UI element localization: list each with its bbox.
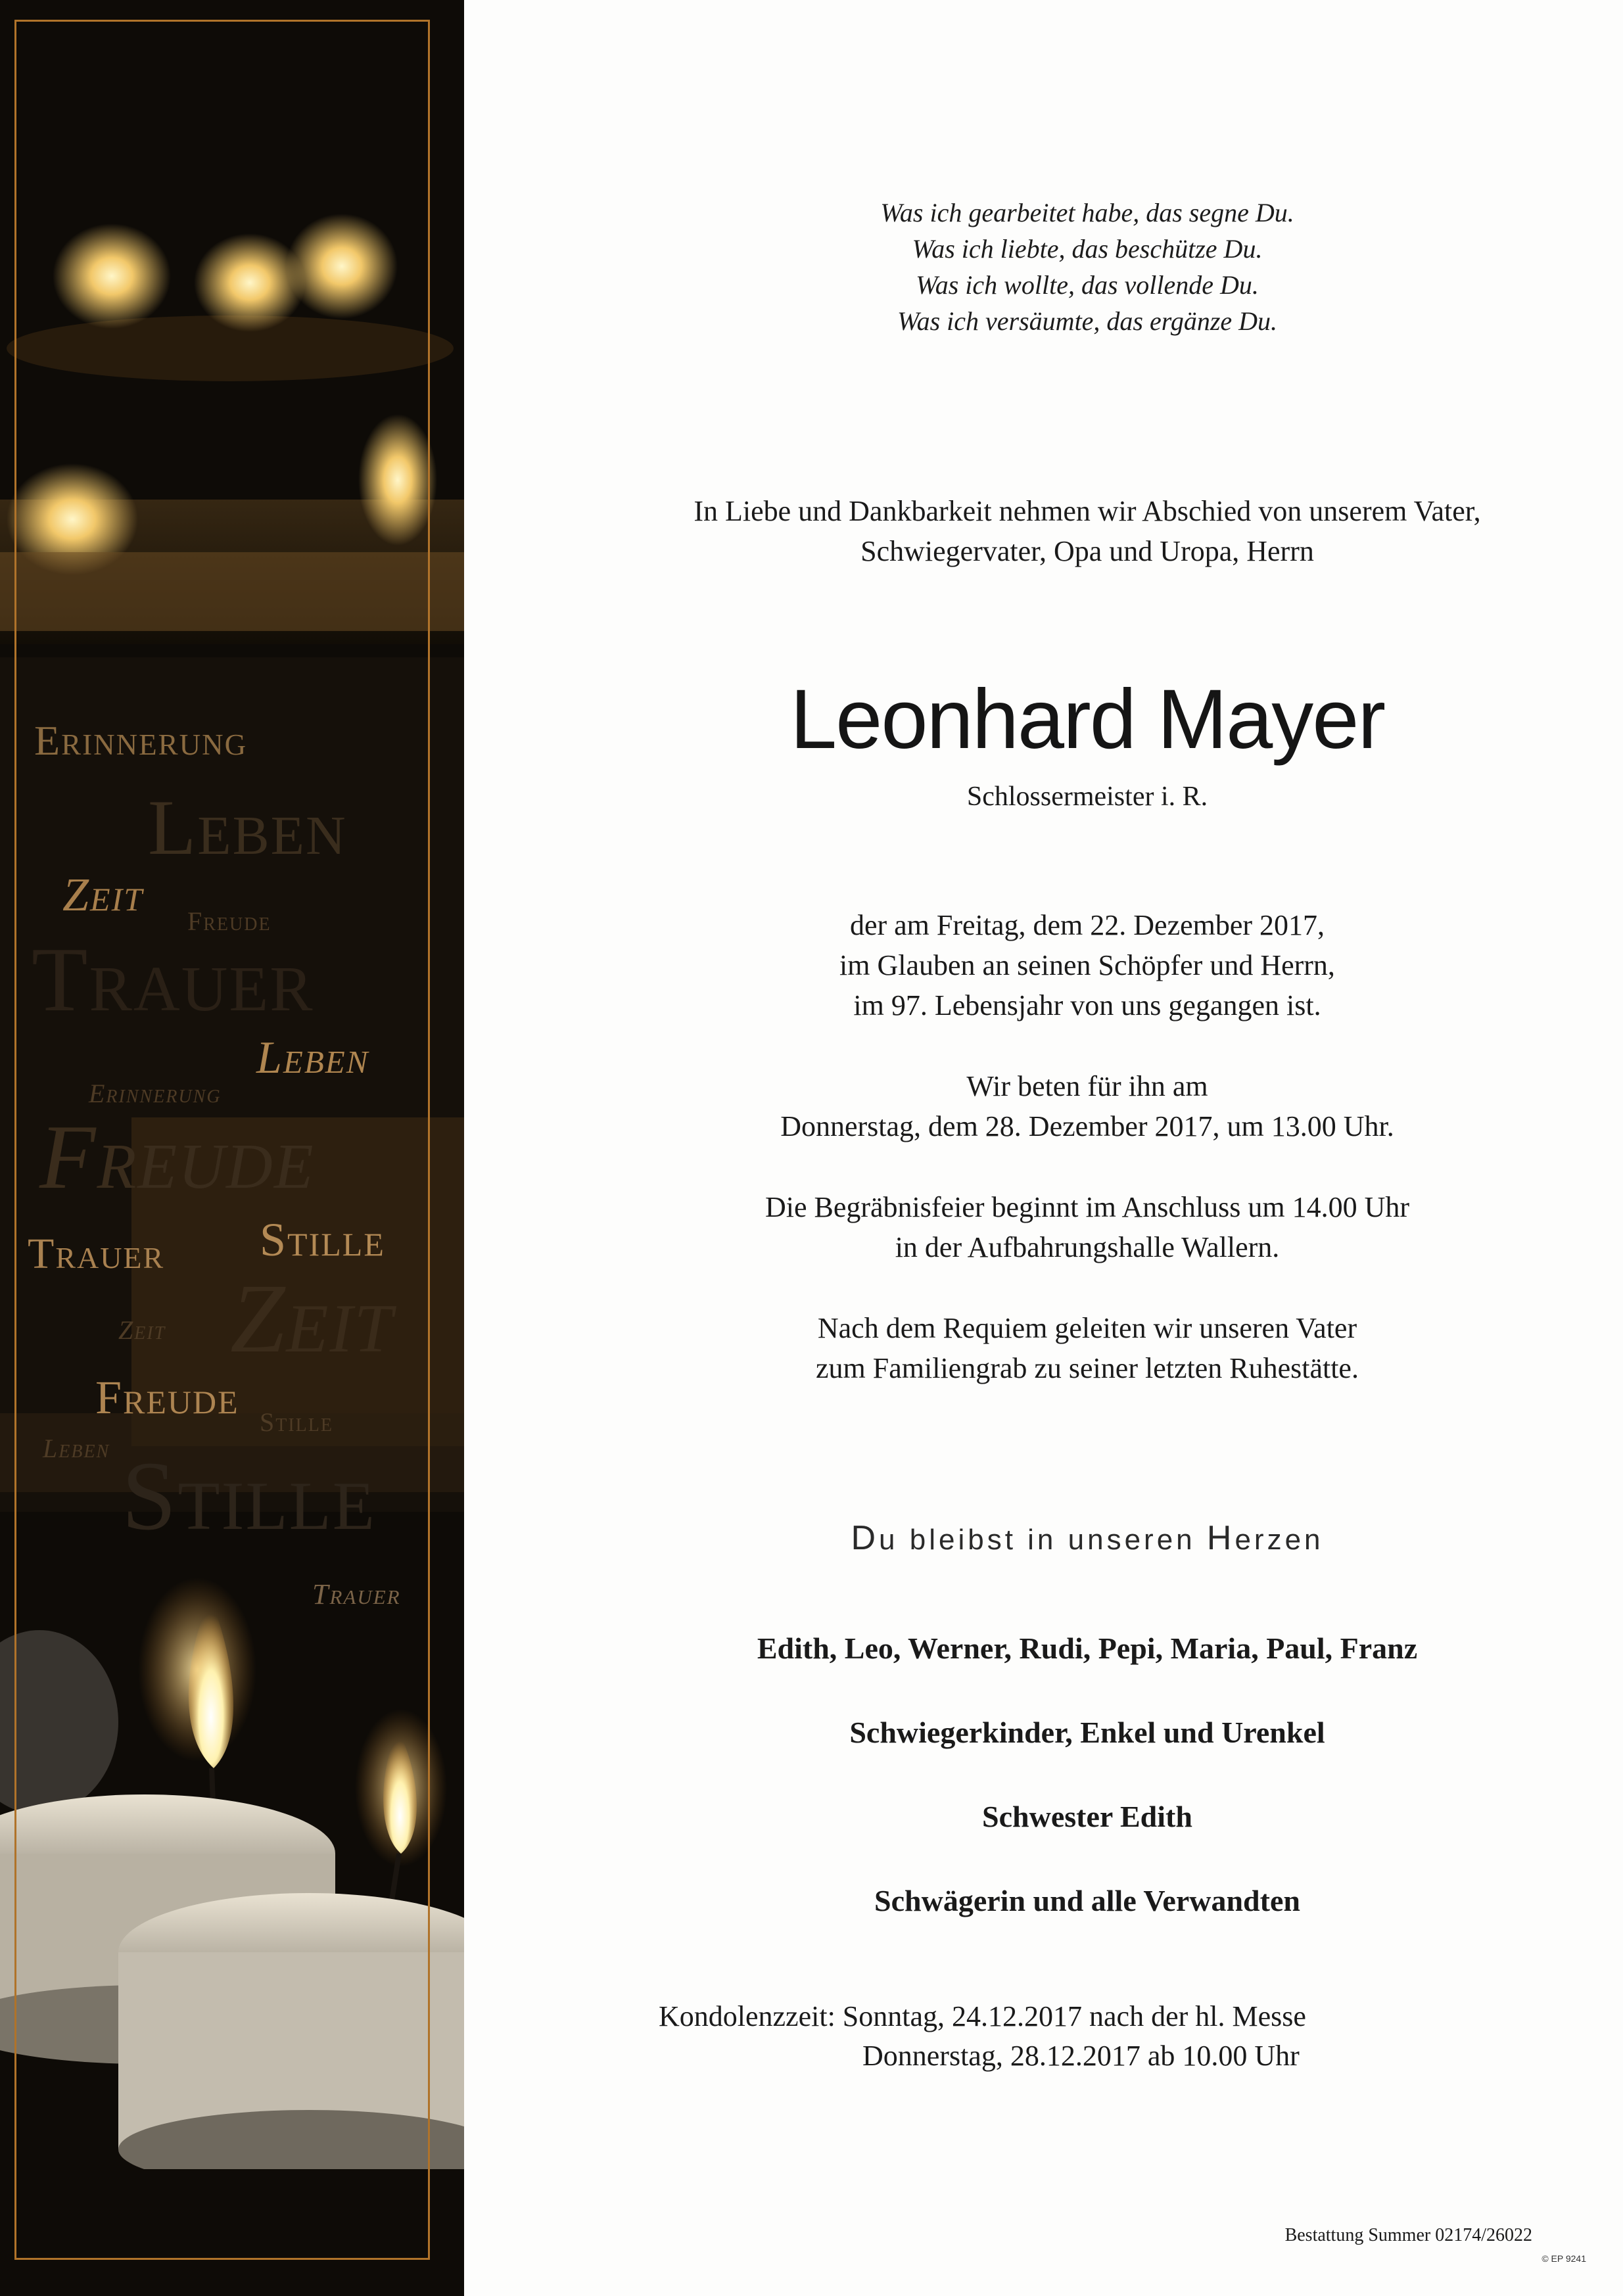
heart-line-word: u xyxy=(879,1524,899,1556)
condolence-time: Sonntag, 24.12.2017 nach der hl. Messe xyxy=(842,2000,1306,2032)
panel-word: Zeit xyxy=(62,868,144,921)
heart-line-word: unseren xyxy=(1068,1524,1196,1556)
prayer-line: Donnerstag, dem 28. Dezember 2017, um 13.00 Uhr. xyxy=(780,1110,1394,1142)
heart-line xyxy=(551,1518,1623,1558)
panel-word: Erinnerung xyxy=(89,1079,222,1108)
funeral-notice xyxy=(551,1187,1623,1267)
panel-word: Stille xyxy=(260,1213,385,1266)
panel-word: Stille xyxy=(260,1407,333,1437)
death-notice xyxy=(551,905,1623,1025)
panel-word: Erinnerung xyxy=(34,717,248,764)
burial-notice xyxy=(551,1308,1623,1388)
intro-line: Schwiegervater, Opa und Uropa, Herrn xyxy=(860,535,1314,567)
prayer-notice xyxy=(551,1066,1623,1146)
heart-line-word: bleibst xyxy=(909,1524,1016,1556)
heart-line-cap: D xyxy=(851,1519,880,1557)
prayer-line: Wir beten für ihn am xyxy=(966,1070,1208,1102)
funeral-line: in der Aufbahrungshalle Wallern. xyxy=(895,1231,1280,1263)
panel-word: Freude xyxy=(187,906,271,936)
poem xyxy=(551,195,1623,339)
family-line: Schwiegerkinder, Enkel und Urenkel xyxy=(849,1716,1325,1749)
panel-word: Stille xyxy=(122,1441,376,1551)
print-code: © EP 9241 xyxy=(1541,2253,1586,2264)
condolence-line-1 xyxy=(659,1997,1579,2036)
family-line: Schwägerin und alle Verwandten xyxy=(874,1884,1300,1917)
heart-line-word: in xyxy=(1027,1524,1057,1556)
poem-line: Was ich versäumte, das ergänze Du. xyxy=(897,306,1278,336)
intro-text xyxy=(551,491,1623,571)
heart-line-word: erzen xyxy=(1235,1524,1324,1556)
panel-word: Zeit xyxy=(118,1315,166,1345)
deceased-name: Leonhard Mayer xyxy=(789,672,1385,766)
family-line: Edith, Leo, Werner, Rudi, Pepi, Maria, Paul, Franz xyxy=(757,1631,1418,1665)
panel-word: Freude xyxy=(39,1106,315,1208)
heart-line-cap: H xyxy=(1206,1519,1235,1557)
gold-frame xyxy=(14,20,430,2260)
funeral-line: Die Begräbnisfeier beginnt im Anschluss um 14.00 Uhr xyxy=(764,1191,1410,1223)
panel-word: Leben xyxy=(256,1033,369,1083)
family-list xyxy=(551,1629,1623,1921)
burial-line: Nach dem Requiem geleiten wir unseren Vater xyxy=(817,1312,1357,1344)
death-line: der am Freitag, dem 22. Dezember 2017, xyxy=(849,909,1325,941)
poem-line: Was ich wollte, das vollende Du. xyxy=(916,270,1259,300)
candle-photo-panel xyxy=(0,0,464,2296)
panel-word: Freude xyxy=(95,1371,239,1424)
poem-line: Was ich gearbeitet habe, das segne Du. xyxy=(880,198,1294,227)
obituary-content xyxy=(464,0,1623,2296)
condolence-label: Kondolenzzeit: xyxy=(659,2000,835,2032)
panel-word: Zeit xyxy=(230,1264,394,1373)
panel-word: Trauer xyxy=(312,1578,401,1610)
family-line: Schwester Edith xyxy=(982,1800,1192,1833)
death-line: im 97. Lebensjahr von uns gegangen ist. xyxy=(853,989,1321,1021)
deceased-title: Schlossermeister i. R. xyxy=(966,782,1208,812)
death-line: im Glauben an seinen Schöpfer und Herrn, xyxy=(839,949,1335,981)
burial-line: zum Familiengrab zu seiner letzten Ruhestätte. xyxy=(816,1352,1359,1384)
condolence-times xyxy=(659,1997,1579,2076)
condolence-line-2 xyxy=(659,2036,1579,2076)
panel-word: Trauer xyxy=(28,1230,165,1278)
undertaker-footer: Bestattung Summer 02174/26022 xyxy=(1284,2225,1532,2245)
poem-line: Was ich liebte, das beschütze Du. xyxy=(912,234,1263,264)
panel-word: Leben xyxy=(148,784,347,871)
panel-word: Leben xyxy=(43,1434,110,1463)
condolence-time: Donnerstag, 28.12.2017 ab 10.00 Uhr xyxy=(862,2040,1300,2072)
intro-line: In Liebe und Dankbarkeit nehmen wir Abschied von unserem Vater, xyxy=(694,495,1481,527)
panel-word: Trauer xyxy=(32,929,314,1031)
